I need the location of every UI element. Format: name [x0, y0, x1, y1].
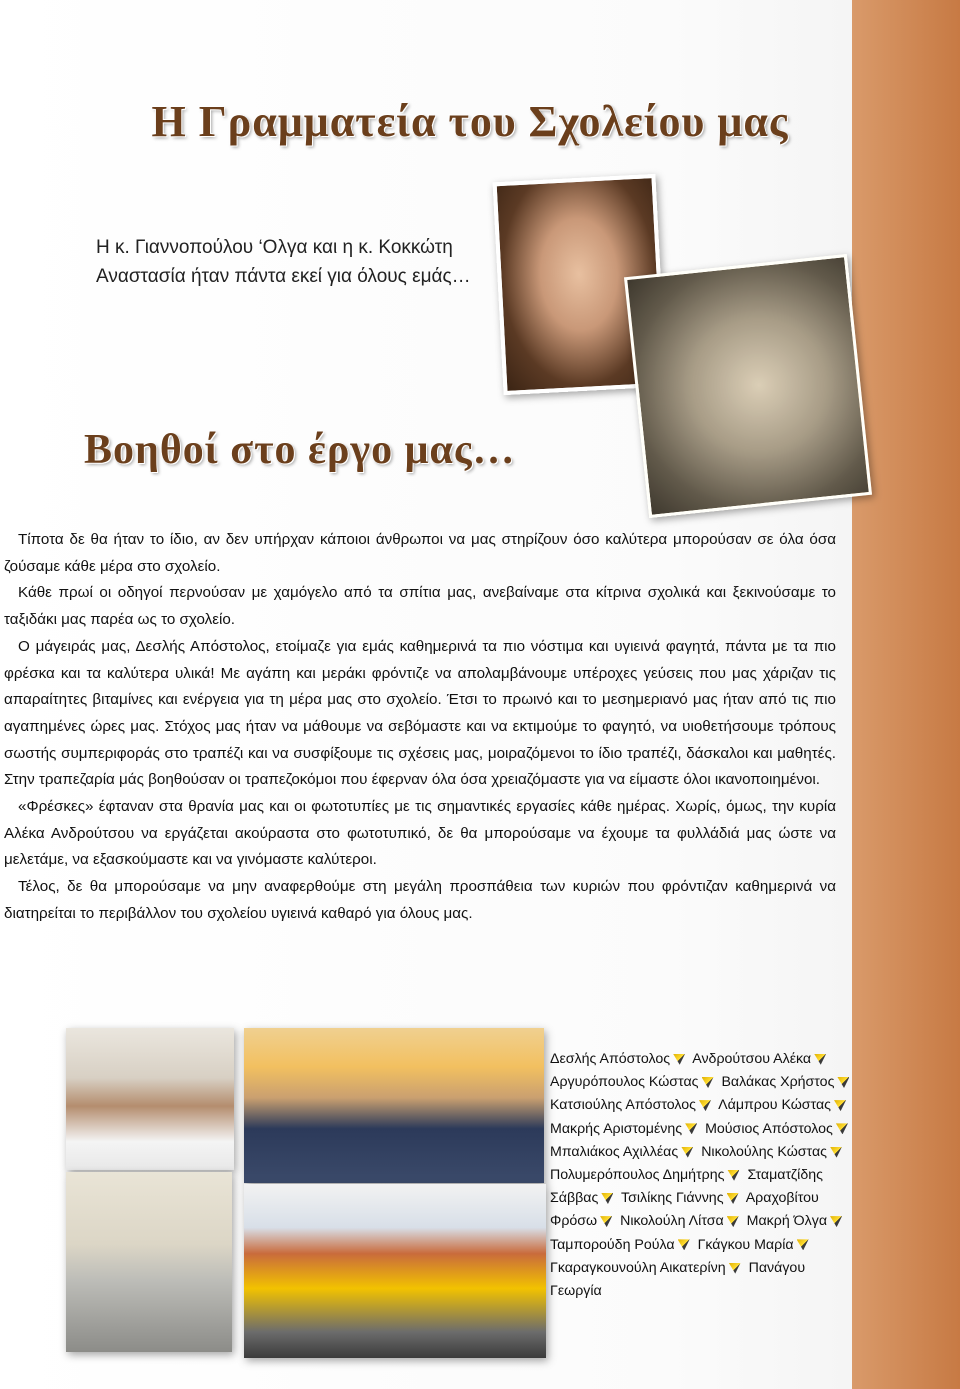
paragraph: Ο μάγειράς μας, Δεσλής Απόστολος, ετοίμαζε για εμάς καθημερινά τα πιο νόστιμα και υγιεινά φαγητά, πάντα με τα πιο φρέσκα και τα καλύτερα υλικά! Με αγάπη και μεράκι φρόντιζε να απολαμβάνουμε υπέροχες γεύσεις που μας χάριζαν τις απαραίτητες βιταμίνες και ενέργεια για τη μέρα μας στο σχολείο. Έτσι το πρωινό και το μεσημεριανό μας ήταν από τις πιο αγαπημένες ώρες μας. Στόχος μας ήταν να μάθουμε να σεβόμαστε και να εκτιμούμε το φαγητό, να υιοθετήσουμε τρόπους σωστής συμπεριφοράς στο τραπέζι και να συσφίξουμε τις σχέσεις μας, μοιραζόμενοι το ίδιο τραπέζι, δάσκαλοι και μαθητές. Στην τραπεζαρία μάς βοηθούσαν οι τραπεζοκόμοι που έφερναν όλα όσα χρειαζόμαστε για να είμαστε όλοι ικανοποιημένοι. [4, 637, 836, 789]
arrow-bullet-icon [727, 1170, 739, 1181]
arrow-bullet-icon [600, 1216, 612, 1227]
arrow-bullet-icon [673, 1054, 685, 1065]
staff-name: Νικολούλη Λίτσα [620, 1213, 724, 1230]
staff-name: Βαλάκας Χρήστος [721, 1074, 835, 1091]
staff-name: Ταμπορούδη Ρούλα [550, 1236, 675, 1253]
arrow-bullet-icon [601, 1193, 613, 1204]
staff-name: Μακρής Αριστομένης [550, 1120, 683, 1137]
paragraph: «Φρέσκες» έφταναν στα θρανία μας και οι φωτοτυπίες με τις σημαντικές εργασίες κάθε ημέρας. Χωρίς, όμως, την κυρία Αλέκα Ανδρούτσου να εργάζεται ακούραστα στο φωτοτυπικό, δε θα μπορούσαμε να έχουμε τα φυλλάδιά μας ώστε να μελετάμε, να εξασκούμαστε και να γινόμαστε καλύτεροι. [4, 798, 836, 869]
staff-name: Μούσιος Απόστολος [705, 1120, 833, 1137]
staff-name: Γκάγκου Μαρία [697, 1236, 794, 1253]
staff-name: Δεσλής Απόστολος [550, 1051, 671, 1067]
page-title: Η Γραμματεία του Σχολείου μας [151, 97, 789, 146]
paragraph: Τέλος, δε θα μπορούσαμε να μην αναφερθούμε στη μεγάλη προσπάθεια των κυριών που φρόντιζαν καθημερινά να διατηρείται το περιβάλλον του σχολείου υγιεινά καθαρό για όλους μας. [4, 878, 836, 922]
staff-name: Λάμπρου Κώστας [718, 1097, 832, 1114]
staff-names-list [550, 1048, 860, 1303]
staff-name: Σταματζίδης Σάββας [550, 1167, 823, 1207]
arrow-bullet-icon [797, 1239, 809, 1250]
arrow-bullet-icon [814, 1054, 826, 1065]
arrow-bullet-icon [681, 1147, 693, 1158]
intro-text: Η κ. Γιαννοπούλου ‘Ολγα και η κ. Κοκκώτη Αναστασία ήταν πάντα εκεί για όλους εμάς… [96, 237, 471, 287]
arrow-bullet-icon [685, 1123, 697, 1134]
article-body [4, 527, 836, 928]
staff-name: Αραχοβίτου Φρόσω [550, 1190, 819, 1230]
arrow-bullet-icon [699, 1100, 711, 1111]
staff-group-photo [244, 1028, 544, 1183]
staff-name: Ανδρούτσου Αλέκα [692, 1051, 812, 1067]
staff-name: Γκαραγκουνούλη Αικατερίνη [550, 1259, 726, 1276]
staff-name: Πολυμερόπουλος Δημήτρης [550, 1167, 725, 1184]
arrow-bullet-icon [834, 1100, 846, 1111]
side-decor-bar [852, 0, 960, 1389]
arrow-bullet-icon [727, 1193, 739, 1204]
staff-name: Αργυρόπουλος Κώστας [550, 1074, 699, 1091]
paragraph: Κάθε πρωί οι οδηγοί περνούσαν με χαμόγελο από τα σπίτια μας, ανεβαίναμε στα κίτρινα σχολικά και ξεκινούσαμε το ταξιδάκι μας παρέα ως το σχολείο. [4, 584, 836, 629]
school-bus-photo [244, 1184, 546, 1358]
cook-photo [66, 1028, 234, 1170]
staff-name: Πανάγου Γεωργία [550, 1259, 806, 1300]
copier-photo [66, 1172, 232, 1352]
arrow-bullet-icon [678, 1239, 690, 1250]
arrow-bullet-icon [727, 1216, 739, 1227]
staff-name: Τσιλίκης Γιάννης [621, 1190, 724, 1207]
arrow-bullet-icon [837, 1077, 849, 1088]
staff-name: Κατσιούλης Απόστολος [550, 1097, 696, 1114]
staff-name: Μπαλιάκος Αχιλλέας [550, 1143, 679, 1160]
arrow-bullet-icon [702, 1077, 714, 1088]
section-title: Βοηθοί στο έργο μας… [84, 427, 516, 473]
paragraph: Τίποτα δε θα ήταν το ίδιο, αν δεν υπήρχαν κάποιοι άνθρωποι να μας στηρίζουν όσο καλύτερα μπορούσαν σε όλα όσα ζούσαμε κάθε μέρα στο σχολείο. [4, 531, 836, 575]
secretary-photo-2 [624, 254, 872, 518]
staff-name: Μακρή Όλγα [746, 1213, 828, 1230]
arrow-bullet-icon [830, 1216, 842, 1227]
arrow-bullet-icon [830, 1147, 842, 1158]
staff-name: Νικολούλης Κώστας [701, 1143, 827, 1160]
arrow-bullet-icon [729, 1263, 741, 1274]
arrow-bullet-icon [836, 1123, 848, 1134]
